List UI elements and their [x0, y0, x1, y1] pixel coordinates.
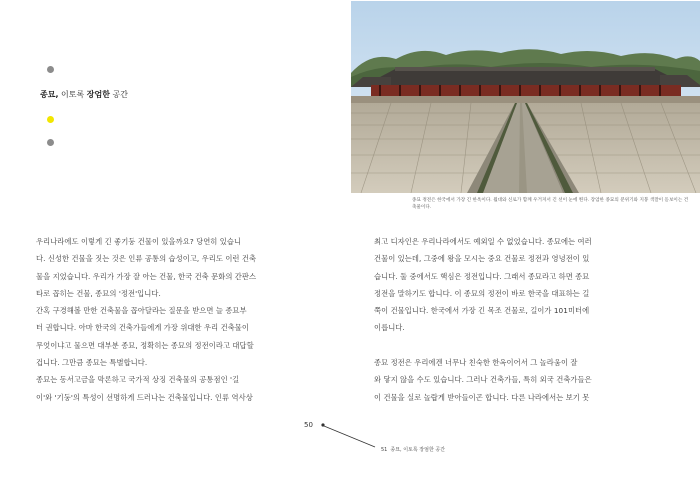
- section-title: 종묘, 이토록 장엄한 공간: [40, 90, 128, 99]
- body-line: 물을 지었습니다. 우리가 가장 잘 아는 건물, 한국 건축 문화의 간판스: [36, 271, 257, 281]
- body-line: 최고 디자인은 우리나라에서도 예외일 수 없었습니다. 종묘에는 여러: [374, 237, 592, 246]
- left-page-number: 50: [304, 421, 313, 429]
- body-line: 습니다. 둘 중에서도 핵심은 정전입니다. 그래서 종묘라고 하면 종묘: [374, 271, 590, 281]
- body-line: 터 권합니다. 아마 한국의 건축가들에게 가장 위대한 우리 건축물이: [36, 323, 249, 333]
- body-line: 종묘는 동서고금을 막론하고 국가적 상징 건축물의 공통점인 '길: [36, 375, 240, 385]
- body-line: 다. 신성한 건물을 짓는 것은 인류 공통의 습성이고, 우리도 이런 건축: [36, 254, 257, 264]
- body-line: 이릅니다.: [374, 323, 405, 333]
- photo-caption: 종묘 정전은 한국에서 가장 긴 한옥이다. 월대와 신로가 함께 우거져서 긴 선이 눈에 띈다. 장엄한 종묘의 분위기와 지붕 색깔이 돋보이는 건축물이다.: [412, 198, 689, 210]
- body-line: 타로 꼽히는 건물, 종묘의 '정전'입니다.: [36, 288, 161, 298]
- right-page-number: 51: [381, 447, 388, 453]
- body-line: 우리나라에도 이렇게 긴 좋기둥 건물이 있을까요? 당연히 있습니: [36, 237, 242, 246]
- body-line: 종묘 정전은 우리에겐 너무나 친숙한 한옥이어서 그 놀라움이 잘: [374, 358, 578, 368]
- body-line: 와 닿지 않을 수도 있습니다. 그러나 건축가들, 특히 외국 건축가들은: [374, 375, 592, 385]
- body-line: 이'와 '기둥'의 특성이 선명하게 드러나는 건축물입니다. 인류 역사상: [36, 392, 253, 402]
- right-running-footer: [381, 446, 445, 453]
- body-line: 무엇이냐고 물으면 대부분 종묘, 정확히는 종묘의 정전이라고 대답할: [36, 340, 254, 350]
- body-line: 간혹 구경해볼 만한 건축물을 꼽아달라는 질문을 받으면 늘 종묘부: [36, 306, 247, 316]
- body-line: 이 건물을 실로 놀랍게 받아들이곤 합니다. 다른 나라에서는 보기 못: [374, 392, 590, 402]
- running-title: 종묘, 이토록 장엄한 공간: [390, 447, 446, 453]
- body-line: 겁니다. 그만큼 종묘는 특별합니다.: [36, 358, 148, 368]
- body-line: 건물이 있는데, 그중에 왕을 모시는 중요 건물로 정전과 영녕전이 있: [374, 254, 590, 264]
- body-line: 정전을 말하기도 합니다. 이 종묘의 정전이 바로 한국을 대표하는 길: [374, 288, 590, 298]
- body-line: 쭉이 건물입니다. 한국에서 가장 긴 목조 건물로, 길이가 101미터에: [374, 306, 590, 316]
